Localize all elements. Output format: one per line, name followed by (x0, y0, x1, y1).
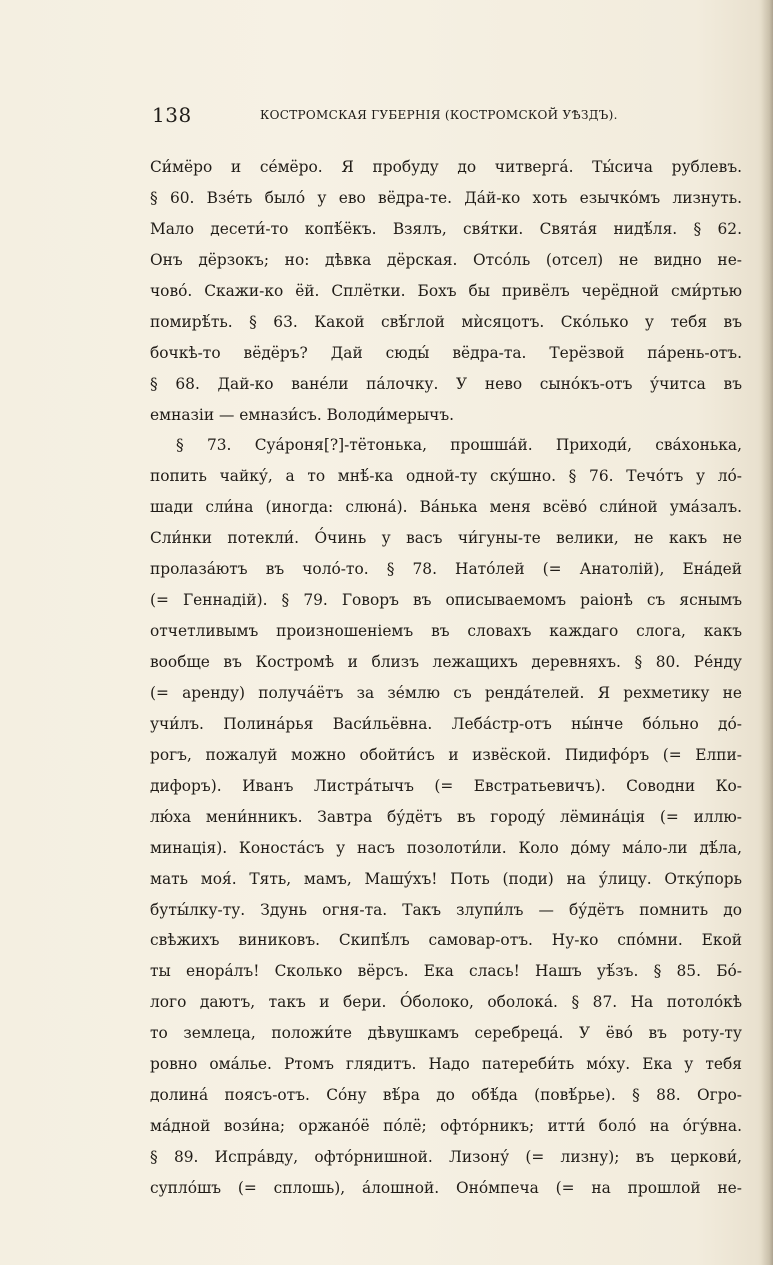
text-line: чово́. Скажи-ко ёй. Сплётки. Бохъ бы привёлъ черёдной сми́ртью (150, 281, 742, 300)
text-line: дифоръ). Иванъ Листра́тычъ (= Евстратьевичъ). Соводни Ко- (150, 776, 742, 795)
page-number: 138 (152, 103, 192, 127)
page-edge-shadow (761, 0, 773, 1265)
text-line: мать моя́. Тять, мамъ, Машу́хъ! Поть (поди) на у́лицу. Отку́порь (150, 869, 742, 888)
text-line: супло́шъ (= сплошь), а́лошной. Оно́мпеча (= на прошлой не- (150, 1178, 742, 1197)
running-head: КОСТРОМСКАЯ ГУБЕРНІЯ (КОСТРОМСКОЙ УѢЗДЪ). (260, 108, 618, 122)
text-line: лю́ха мени́нникъ. Завтра бу́дётъ въ городу́ лёмина́ція (= иллю- (150, 807, 742, 826)
text-line: § 89. Испра́вду, офто́рнишной. Лизону́ (= лизну); въ церкови́, (150, 1148, 742, 1166)
text-line: рогъ, пожалуй можно обойти́съ и извёской. Пидифо́ръ (= Елпи- (150, 745, 742, 764)
text-line: отчетливымъ произношеніемъ въ словахъ каждаго слога, какъ (150, 622, 742, 641)
text-line: ма́дной вози́на; оржано́ё по́лё; офто́рникъ; итти́ боло́ на о́гу́вна. (150, 1117, 742, 1136)
text-line: § 60. Взе́ть было́ у ево вёдра-те. Да́й-ко хоть езычко́мъ лизнуть. (150, 188, 742, 207)
text-line: свѣжихъ виниковъ. Скипѣ́лъ самовар-отъ. Ну-ко спо́мни. Екой (150, 931, 742, 950)
text-line: § 68. Дай-ко ване́ли па́лочку. У нево сыно́къ-отъ у́читса въ (150, 374, 742, 393)
text-line: (= Геннадій). § 79. Говоръ въ описываемомъ раіонѣ съ яснымъ (150, 591, 742, 610)
text-line: буты́лку-ту. Здунь огня-та. Такъ злупи́лъ — бу́дётъ помнить до (150, 900, 742, 919)
text-line: шади сли́на (иногда: слюна́). Ва́нька меня всёво́ сли́ной ума́залъ. (150, 498, 742, 517)
text-line: Онъ дёрзокъ; но: дѣвка дёрская. Отсо́ль (отсел) не видно не- (150, 250, 742, 269)
text-line: ты енора́лъ! Сколько вёрсъ. Ека слась! Нашъ уѣ́зъ. § 85. Бо́- (150, 962, 742, 981)
page-header (152, 103, 622, 133)
text-line: ровно ома́лье. Ртомъ глядитъ. Надо патереби́ть мо́ху. Ека у тебя (150, 1055, 742, 1074)
text-line: Мало десети́-то копѣ́ёкъ. Взялъ, свя́тки. Свята́я нидѣ́ля. § 62. (150, 219, 742, 238)
text-line: вообще въ Костромѣ и близъ лежащихъ деревняхъ. § 80. Ре́нду (150, 653, 742, 671)
text-line: лого даютъ, такъ и бери. О́бoлоко, оболока́. § 87. На потоло́кѣ (150, 993, 742, 1012)
text-line: емназіи — емнази́съ. Володи́мерычъ. (150, 405, 455, 424)
text-line: учи́лъ. Полина́рья Васи́льёвна. Леба́стр-отъ ны́нче бо́льно до́- (150, 714, 742, 733)
text-line: минація). Коноста́съ у насъ позолоти́ли. Коло до́му ма́ло-ли дѣ́ла, (150, 838, 742, 857)
text-line: Сли́нки потекли́. О́чинь у васъ чи́гуны-те велики, не какъ не (150, 529, 742, 548)
text-line: то землеца, положи́те дѣвушкамъ серебреца́. У ёво́ въ роту-ту (150, 1024, 742, 1043)
text-line: помирѣ́ть. § 63. Какой свѣ́глой мѝсяцотъ. Ско́лько у тебя въ (150, 312, 742, 331)
text-line: пролаза́ютъ въ чоло́-то. § 78. Нато́лей (= Анатолій), Ена́дей (150, 560, 742, 579)
text-line: бочкѣ-то вёдёръ? Дай сюды́ вёдра-та. Терёзвой па́рень-отъ. (150, 343, 742, 362)
text-line: попить чайку́, а то мнѣ́-ка одной-ту ску́шно. § 76. Течо́тъ у ло́- (150, 467, 742, 486)
text-line: (= аренду) получа́ётъ за зе́млю съ рендáтелей. Я рехметику не (150, 683, 742, 702)
text-line: § 73. Суа́роня[?]-тётонька, прошша́й. Приходи́, сва́хонька, (176, 436, 742, 455)
text-line: долина́ поясъ-отъ. Со́ну вѣ́ра до обѣ́да (повѣ́рье). § 88. Огро- (150, 1086, 742, 1105)
text-line: Си́мёро и се́мёро. Я пробуду до читвергá. Ты́сича рублевъ. (150, 158, 742, 176)
body-text (150, 152, 742, 1204)
